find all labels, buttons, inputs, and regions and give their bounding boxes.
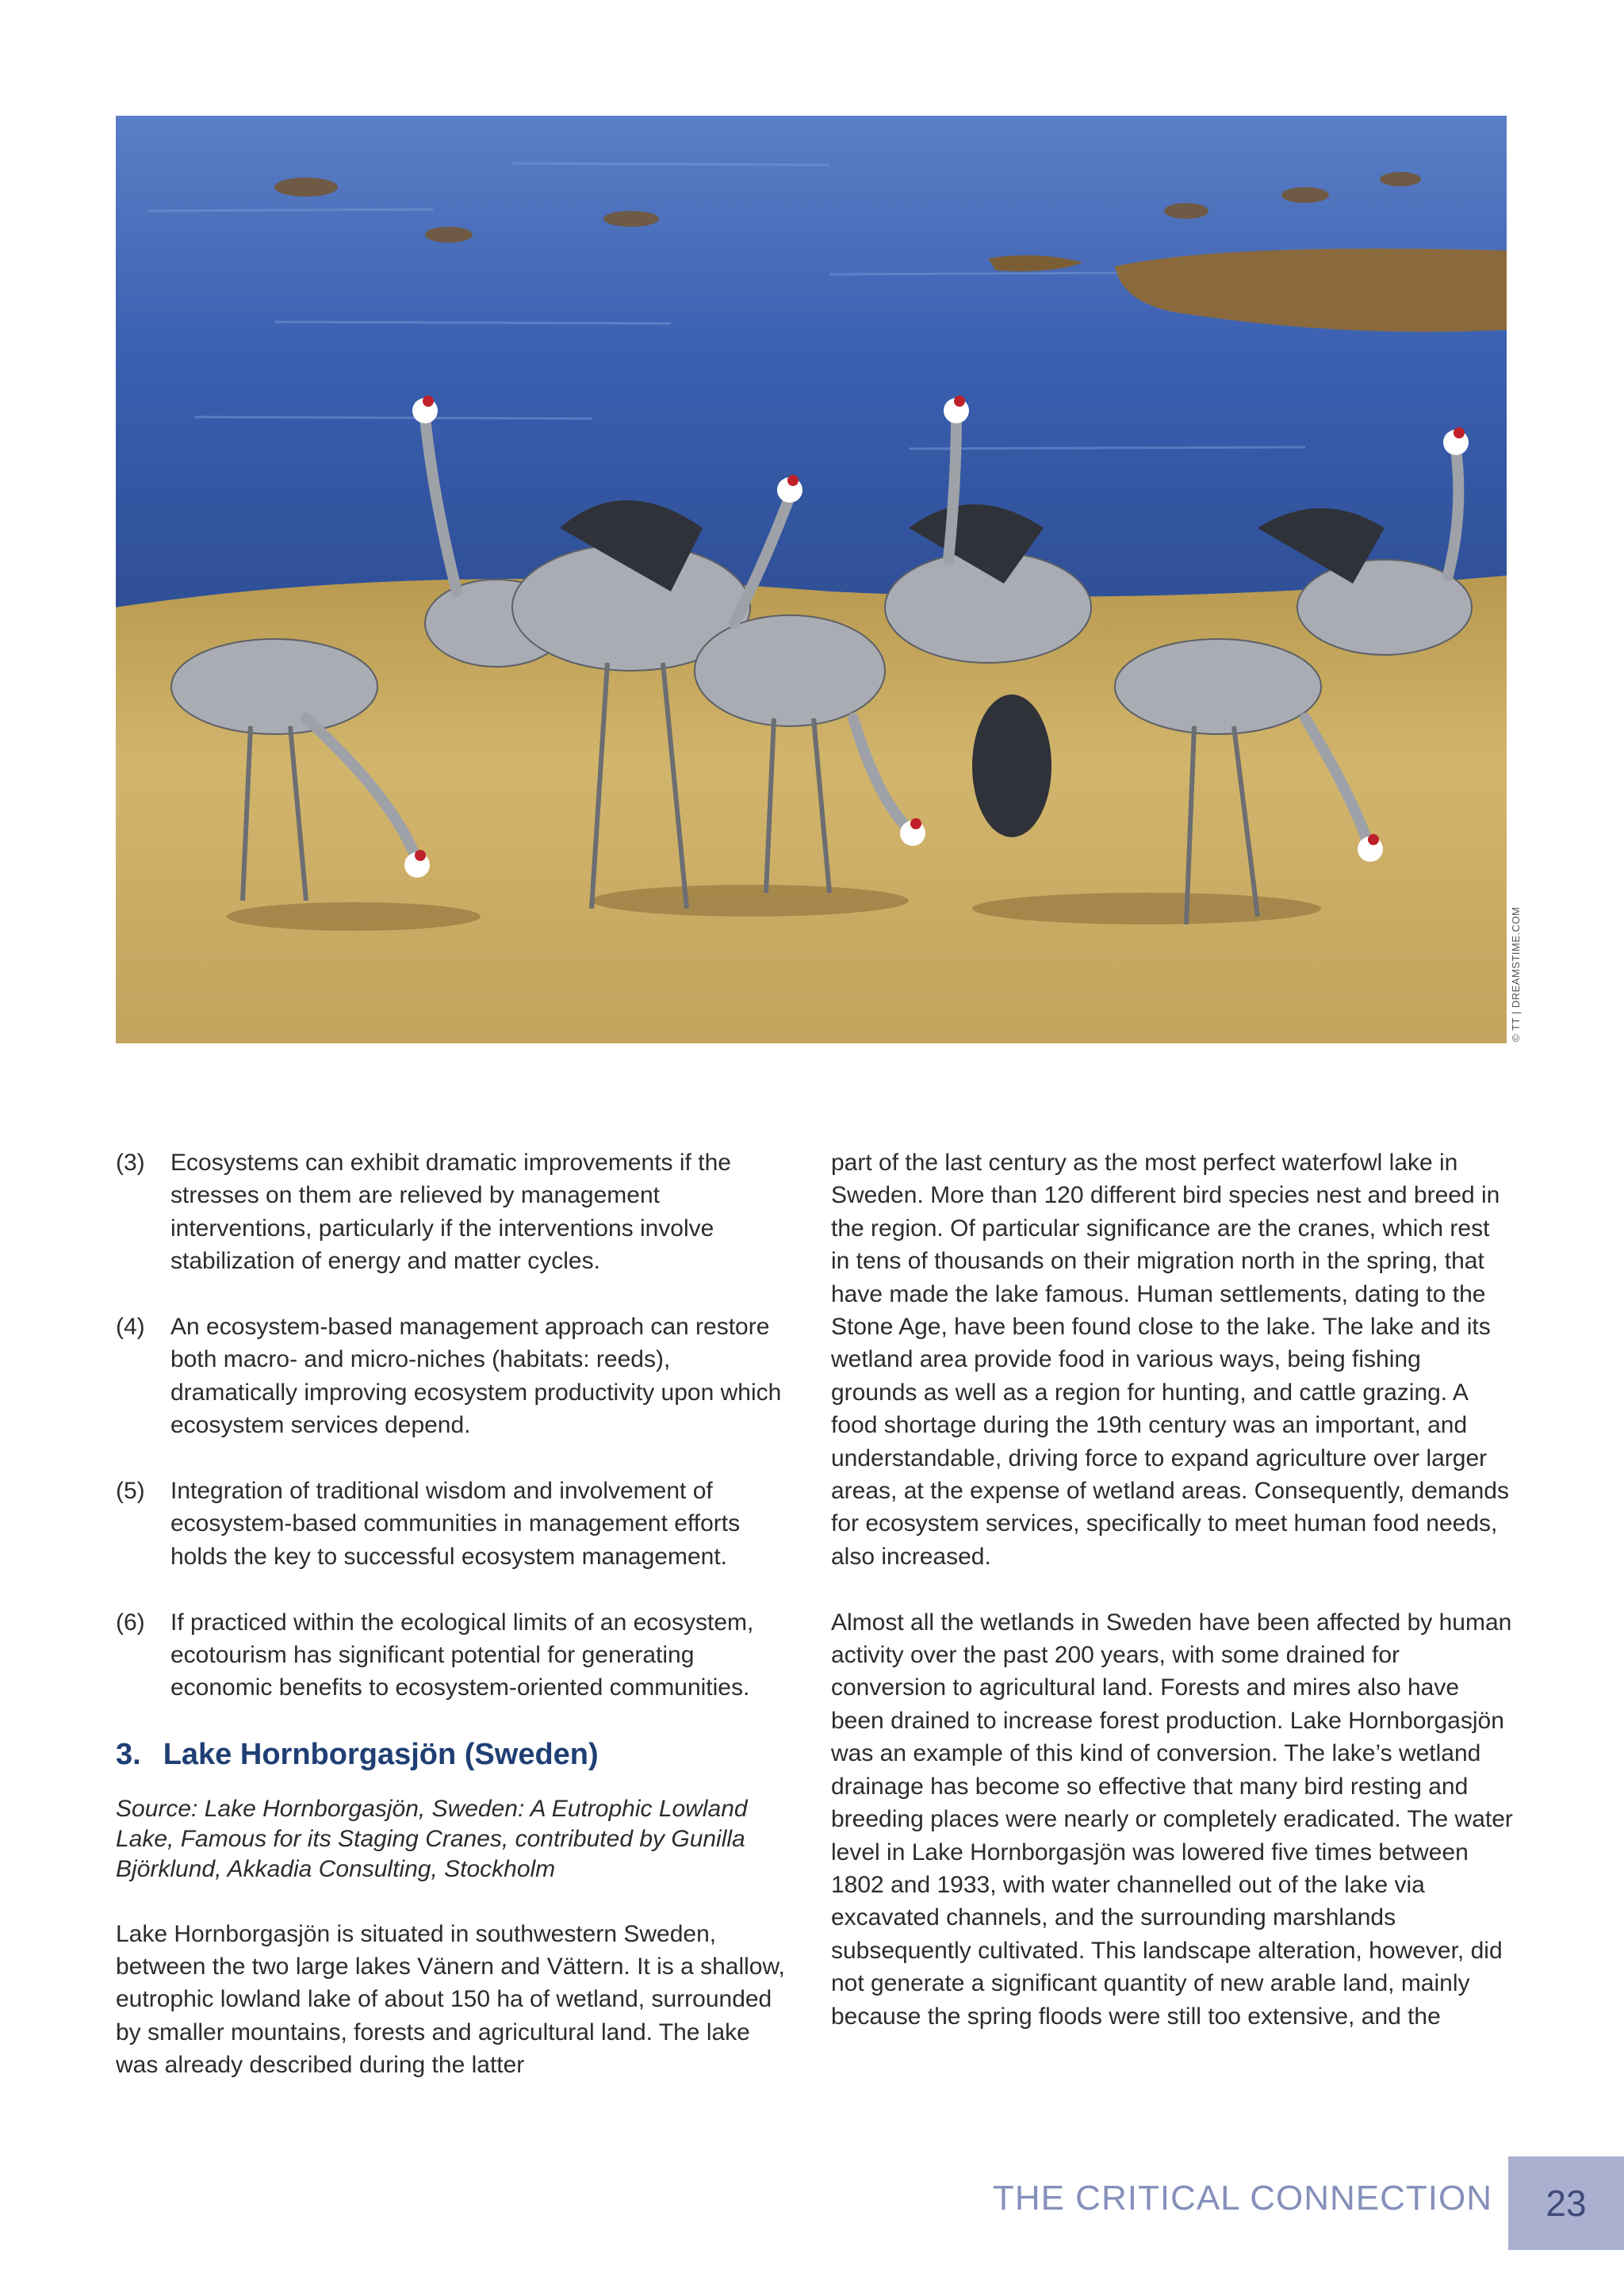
body-paragraph: Lake Hornborgasjön is situated in southwestern Sweden, between the two large lakes Vänern and Vättern. It is a shallow, eutrophic lowland lake of about 150 ha of wetland, surrounded by smaller mountains, forests and agricultural land. The lake was already described during the latter: [116, 1920, 785, 2079]
list-item: [116, 1146, 798, 1278]
publication-title: THE CRITICAL CONNECTION: [992, 2179, 1492, 2218]
page-number: [1508, 2156, 1624, 2250]
right-column: [831, 1146, 1513, 2065]
list-item-number: (6): [116, 1609, 145, 1636]
numbered-list: [116, 1146, 798, 1705]
page-number-text: 23: [1545, 2183, 1587, 2224]
list-item-text: If practiced within the ecological limits of an ecosystem, ecotourism has significant potential for generating economic benefits to ecosystem-oriented communities.: [170, 1609, 754, 1701]
crane-photo: [116, 116, 1507, 1043]
body-paragraph: part of the last century as the most perfect waterfowl lake in Sweden. More than 120 different bird species nest and breed in the region. Of particular significance are the cranes, which rest in tens of thousands on their migration north in the spring, that have made the lake famous. Human settlements, dating to the Stone Age, have been found close to the lake. The lake and its wetland area provide food in various ways, being fishing grounds as well as a region for hunting, and cattle grazing. A food shortage during the 19th century was an important, and understandable, driving force to expand agriculture over larger areas, at the expense of wetland areas. Consequently, demands for ecosystem services, specifically to meet human food needs, also increased.: [831, 1150, 1509, 1570]
left-column: [116, 1146, 798, 2114]
list-item-text: An ecosystem-based management approach can restore both macro- and micro-niches (habitats: reeds), dramatically improving ecosystem productivity upon which ecosystem services depend.: [170, 1314, 782, 1439]
crane-photo-drawing: [116, 116, 1507, 1043]
list-item-number: (4): [116, 1314, 145, 1341]
list-item-text: Ecosystems can exhibit dramatic improvements if the stresses on them are relieved by management interventions, particularly if the interventions involve stabilization of energy and matter cycles.: [170, 1150, 731, 1275]
body-paragraph: Almost all the wetlands in Sweden have been affected by human activity over the past 200 years, with some drained for conversion to agricultural land. Forests and mires also have been drained to increase forest production. Lake Hornborgasjön was an example of this kind of conversion. The lake’s wetland drainage has become so effective that many bird resting and breeding places were nearly or completely eradicated. The water level in Lake Hornborgasjön was lowered five times between 1802 and 1933, with water channelled out of the lake via excavated channels, and the surrounding marshlands subsequently cultivated. This landscape alteration, however, did not generate a significant quantity of new arable land, mainly because the spring floods were still too extensive, and the: [831, 1609, 1513, 2030]
source-citation: Source: Lake Hornborgasjön, Sweden: A Eutrophic Lowland Lake, Famous for its Staging Cranes, contributed by Gunilla Björklund, Akkadia Consulting, Stockholm: [116, 1796, 748, 1883]
section-number: 3.: [116, 1738, 141, 1772]
section-title: Lake Hornborgasjön (Sweden): [163, 1738, 599, 1772]
list-item-number: (3): [116, 1150, 145, 1176]
list-item: [116, 1475, 798, 1573]
photo-credit: © TT | DREAMSTIME.COM: [1510, 906, 1522, 1042]
list-item-number: (5): [116, 1478, 145, 1505]
list-item: [116, 1606, 798, 1705]
list-item: [116, 1311, 798, 1442]
list-item-text: Integration of traditional wisdom and involvement of ecosystem-based communities in management efforts holds the key to successful ecosystem management.: [170, 1478, 741, 1570]
section-heading: [116, 1737, 798, 1772]
